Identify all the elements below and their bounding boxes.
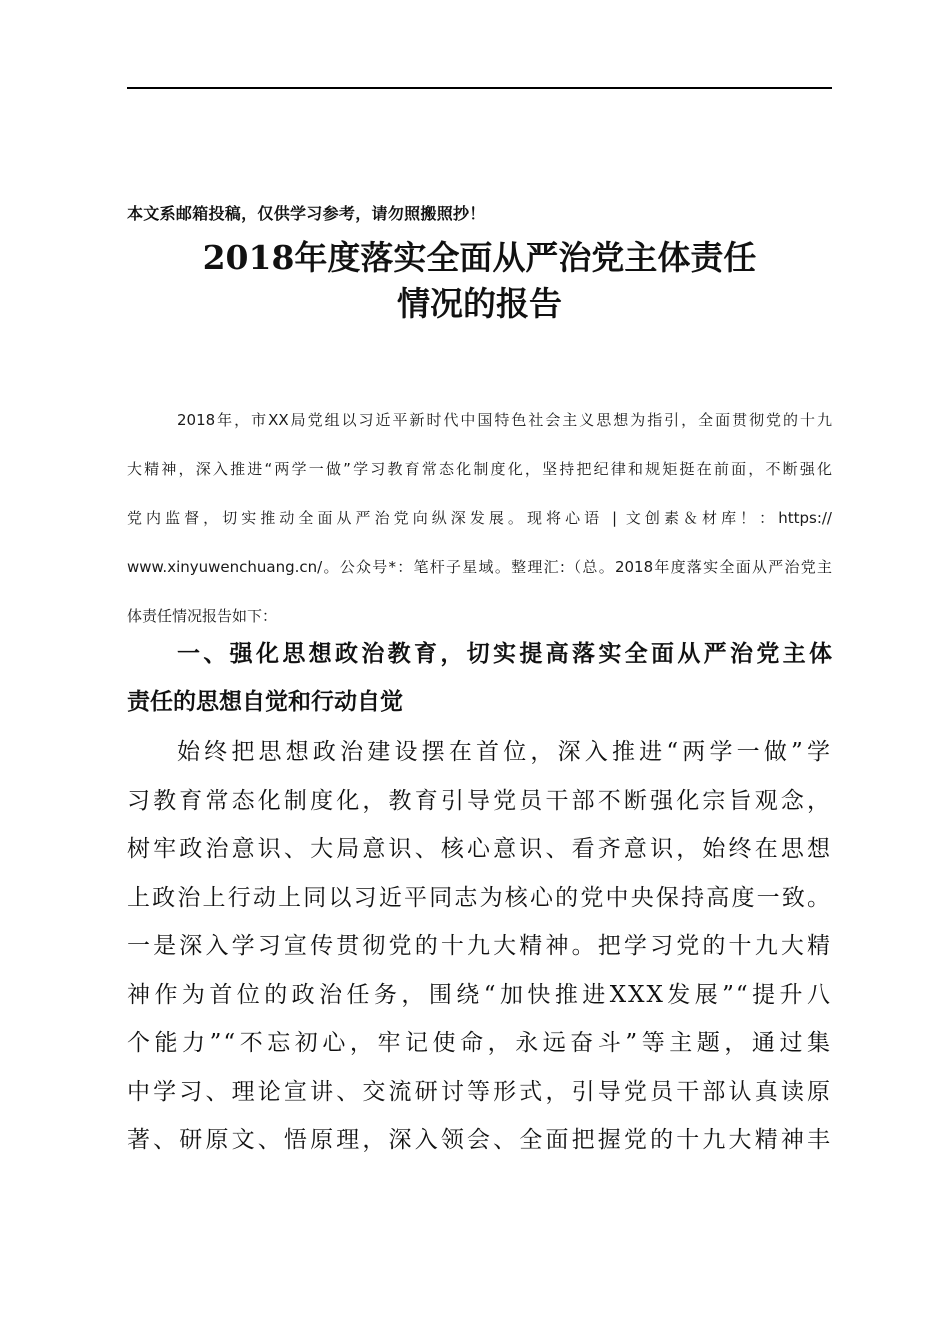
intro-line: 2018年，市XX局党组以习近平新时代中国特色社会主义思想为指引，全面贯彻党的十九 (177, 411, 832, 429)
body-line: 中学习、理论宣讲、交流研讨等形式，引导党员干部认真读原 (127, 1078, 832, 1105)
intro-line: 党内监督，切实推动全面从严治党向纵深发展。现将心语 | 文创素＆材库！：https:// (127, 509, 832, 527)
section-heading-line: 一、强化思想政治教育，切实提高落实全面从严治党主体 (177, 641, 832, 667)
body-line: 树牢政治意识、大局意识、核心意识、看齐意识，始终在思想 (127, 836, 832, 862)
intro-line: 大精神，深入推进“两学一做”学习教育常态化制度化，坚持把纪律和规矩挺在前面，不断强化 (127, 460, 832, 478)
body-paragraph (127, 728, 832, 1165)
submission-notice: 本文系邮箱投稿，仅供学习参考，请勿照搬照抄！ (127, 204, 486, 223)
body-line: 习教育常态化制度化，教育引导党员干部不断强化宗旨观念， (127, 787, 832, 814)
body-line: 始终把思想政治建设摆在首位，深入推进“两学一做”学 (177, 739, 832, 765)
header-rule (127, 87, 832, 89)
body-line: 上政治上行动上同以习近平同志为核心的党中央保持高度一致。 (127, 884, 832, 911)
document-title-line-2: 情况的报告 (397, 284, 562, 323)
section-heading (127, 630, 832, 726)
body-line: 个能力”“不忘初心，牢记使命，永远奋斗”等主题，通过集 (127, 1030, 832, 1056)
body-line: 神作为首位的政治任务，围绕“加快推进XXX发展”“提升八 (127, 981, 832, 1008)
intro-line: 体责任情况报告如下： (127, 607, 278, 625)
document-title-line-1: 2018年度落实全面从严治党主体责任 (202, 238, 757, 277)
intro-line: www.xinyuwenchuang.cn/。公众号*：笔杆子星域。整理汇:（总。2018年度落实全面从严治党主 (127, 558, 832, 576)
intro-paragraph (127, 396, 832, 641)
body-line: 著、研原文、悟原理，深入领会、全面把握党的十九大精神丰 (127, 1127, 832, 1153)
section-heading-line: 责任的思想自觉和行动自觉 (127, 689, 403, 715)
body-line: 一是深入学习宣传贯彻党的十九大精神。把学习党的十九大精 (127, 933, 832, 959)
